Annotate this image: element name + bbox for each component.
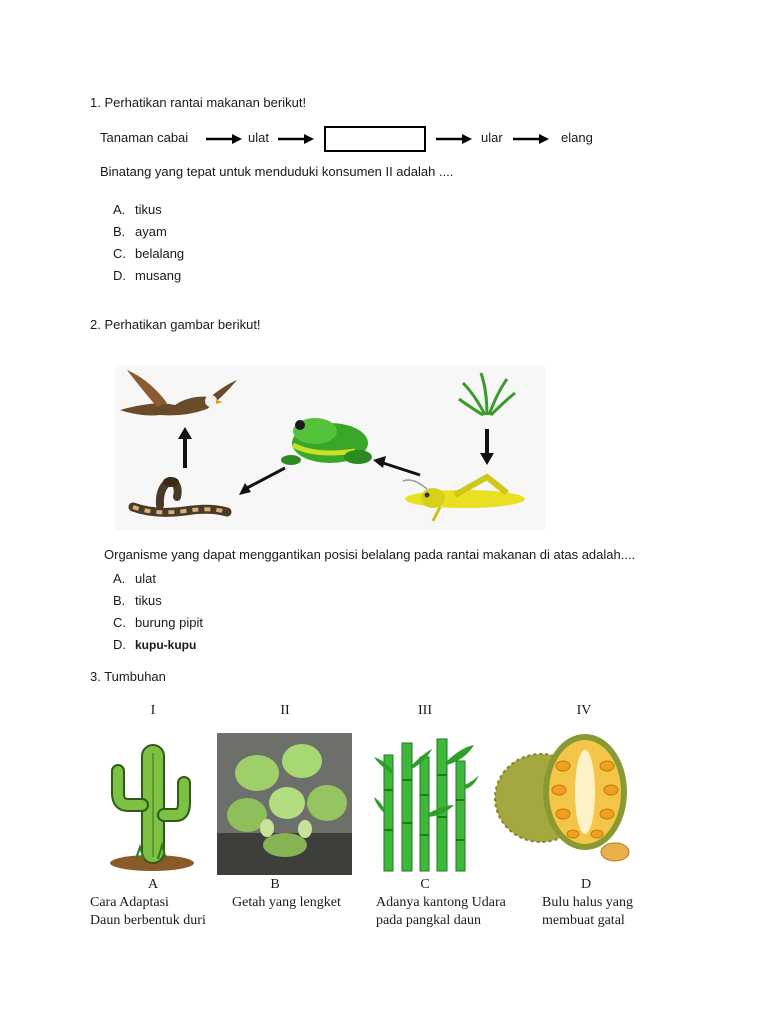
option-b[interactable]: B. tikus — [113, 593, 162, 608]
chain-item-ulat: ulat — [248, 130, 269, 145]
description-a: Cara Adaptasi Daun berbentuk duri — [90, 895, 206, 928]
q1-question: Binatang yang tepat untuk menduduki konsumen II adalah .... — [100, 164, 454, 179]
q2-question: Organisme yang dapat menggantikan posisi belalang pada rantai makanan di atas adalah.... — [104, 547, 636, 562]
water-hyacinth-icon — [217, 733, 352, 875]
arrow-icon — [513, 134, 549, 144]
letter-a: A — [147, 877, 159, 892]
chain-item-elang: elang — [561, 130, 593, 145]
jackfruit-icon — [493, 726, 633, 868]
option-a[interactable]: A. ulat — [113, 571, 156, 586]
option-d[interactable]: D. musang — [113, 268, 182, 283]
q1-options — [113, 199, 184, 287]
q1-title: 1. Perhatikan rantai makanan berikut! — [90, 95, 307, 110]
numeral-iv: IV — [576, 703, 592, 718]
letter-d: D — [580, 877, 592, 892]
q2-options — [113, 568, 203, 656]
q3-title: 3. Tumbuhan — [90, 669, 166, 684]
blank-answer-box[interactable] — [324, 126, 426, 152]
option-d[interactable]: D. kupu-kupu — [113, 637, 197, 652]
arrow-icon — [436, 134, 472, 144]
option-c[interactable]: C. burung pipit — [113, 615, 203, 630]
cactus-icon — [106, 735, 198, 875]
bamboo-icon — [374, 735, 479, 873]
q2-title: 2. Perhatikan gambar berikut! — [90, 317, 261, 332]
food-web-illustration — [115, 365, 545, 530]
option-c[interactable]: C. belalang — [113, 246, 185, 261]
chain-item-plant: Tanaman cabai — [100, 130, 189, 145]
description-c: Adanya kantong Udara pada pangkal daun — [376, 895, 506, 928]
chain-item-ular: ular — [481, 130, 503, 145]
letter-c: C — [420, 877, 430, 892]
arrow-icon — [206, 134, 242, 144]
numeral-i: I — [150, 703, 156, 718]
description-b: Getah yang lengket — [232, 895, 341, 910]
letter-b: B — [270, 877, 280, 892]
option-a[interactable]: A. tikus — [113, 202, 162, 217]
option-b[interactable]: B. ayam — [113, 224, 167, 239]
arrow-icon — [278, 134, 314, 144]
numeral-ii: II — [280, 703, 290, 718]
numeral-iii: III — [418, 703, 432, 718]
description-d: Bulu halus yang membuat gatal — [542, 895, 633, 928]
